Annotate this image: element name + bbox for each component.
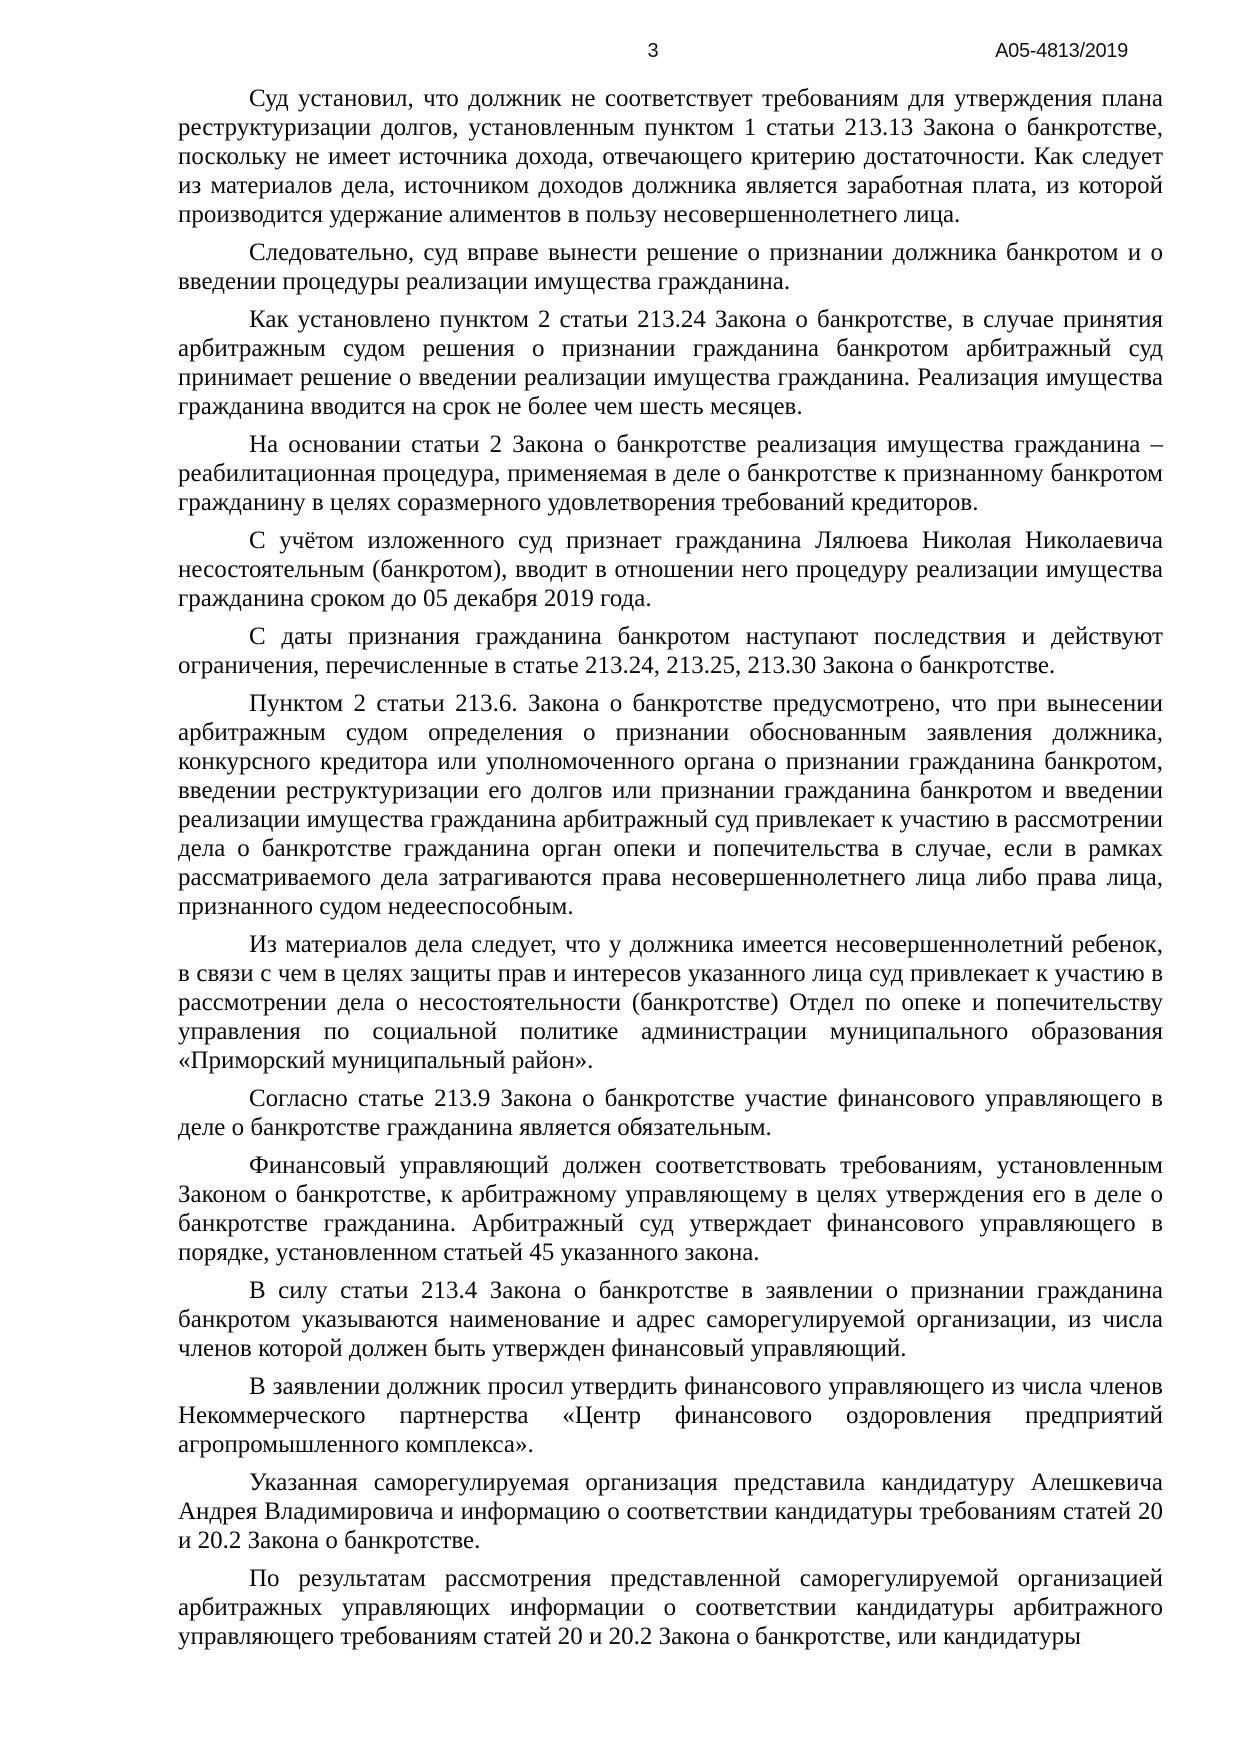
paragraph: Согласно статье 213.9 Закона о банкротстве участие финансового управляющего в деле о банкротстве гражданина является обязательным. xyxy=(178,1085,1163,1141)
paragraph: Указанная саморегулируемая организация представила кандидатуру Алешкевича Андрея Владимировича и информацию о соответствии кандидатуры требованиям статей 20 и 20.2 Закона о банкротстве. xyxy=(178,1469,1163,1554)
paragraph: По результатам рассмотрения представленной саморегулируемой организацией арбитражных управляющих информации о соответствии кандидатуры арбитражного управляющего требованиям статей 20 и 20.2 Закона о банкротстве, или кандидатуры xyxy=(178,1565,1163,1650)
paragraph: Как установлено пунктом 2 статьи 213.24 Закона о банкротстве, в случае принятия арбитражным судом решения о признании гражданина банкротом арбитражный суд принимает решение о введении реализации имущества гражданина. Реализация имущества гражданина вводится на срок не более чем шесть месяцев. xyxy=(178,306,1163,420)
document-body xyxy=(178,84,1163,1660)
page-header xyxy=(178,40,1128,64)
case-number: А05-4813/2019 xyxy=(995,40,1128,62)
paragraph: С учётом изложенного суд признает гражданина Лялюева Николая Николаевича несостоятельным (банкротом), вводит в отношении него процедуру реализации имущества гражданина сроком до 05 декабря 2019 года. xyxy=(178,527,1163,612)
paragraph: На основании статьи 2 Закона о банкротстве реализация имущества гражданина – реабилитационная процедура, применяемая в деле о банкротстве к признанному банкротом гражданину в целях соразмерного удовлетворения требований кредиторов. xyxy=(178,431,1163,516)
paragraph: Следовательно, суд вправе вынести решение о признании должника банкротом и о введении процедуры реализации имущества гражданина. xyxy=(178,239,1163,295)
paragraph: С даты признания гражданина банкротом наступают последствия и действуют ограничения, перечисленные в статье 213.24, 213.25, 213.30 Закона о банкротстве. xyxy=(178,623,1163,679)
page-number: 3 xyxy=(647,40,659,62)
paragraph: В заявлении должник просил утвердить финансового управляющего из числа членов Некоммерческого партнерства «Центр финансового оздоровления предприятий агропромышленного комплекса». xyxy=(178,1373,1163,1458)
paragraph: Из материалов дела следует, что у должника имеется несовершеннолетний ребенок, в связи с чем в целях защиты прав и интересов указанного лица суд привлекает к участию в рассмотрении дела о несостоятельности (банкротстве) Отдел по опеке и попечительству управления по социальной политике администрации муниципального образования «Приморский муниципальный район». xyxy=(178,931,1163,1074)
paragraph: Суд установил, что должник не соответствует требованиям для утверждения плана реструктуризации долгов, установленным пунктом 1 статьи 213.13 Закона о банкротстве, поскольку не имеет источника дохода, отвечающего критерию достаточности. Как следует из материалов дела, источником доходов должника является заработная плата, из которой производится удержание алиментов в пользу несовершеннолетнего лица. xyxy=(178,85,1163,228)
paragraph: В силу статьи 213.4 Закона о банкротстве в заявлении о признании гражданина банкротом указываются наименование и адрес саморегулируемой организации, из числа членов которой должен быть утвержден финансовый управляющий. xyxy=(178,1277,1163,1362)
paragraph: Финансовый управляющий должен соответствовать требованиям, установленным Законом о банкротстве, к арбитражному управляющему в целях утверждения его в деле о банкротстве гражданина. Арбитражный суд утверждает финансового управляющего в порядке, установленном статьей 45 указанного закона. xyxy=(178,1152,1163,1266)
paragraph: Пунктом 2 статьи 213.6. Закона о банкротстве предусмотрено, что при вынесении арбитражным судом определения о признании обоснованным заявления должника, конкурсного кредитора или уполномоченного органа о признании гражданина банкротом, введении реструктуризации его долгов или признании гражданина банкротом и введении реализации имущества гражданина арбитражный суд привлекает к участию в рассмотрении дела о банкротстве гражданина орган опеки и попечительства в случае, если в рамках рассматриваемого дела затрагиваются права несовершеннолетнего лица либо права лица, признанного судом недееспособным. xyxy=(178,690,1163,920)
